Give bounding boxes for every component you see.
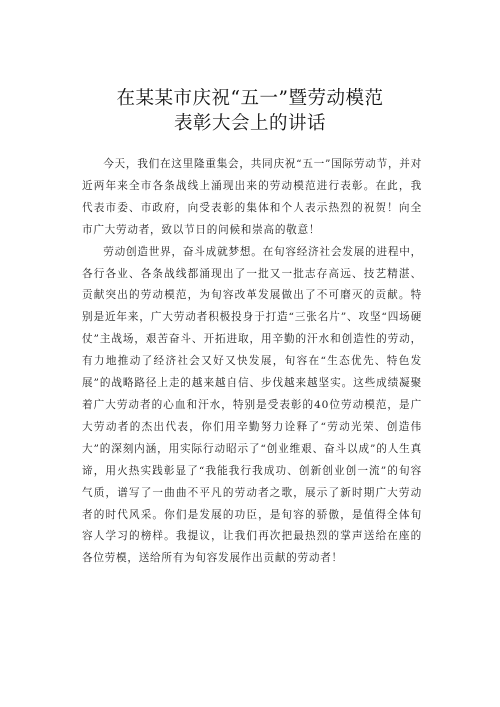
body-paragraph-2: 劳动创造世界，奋斗成就梦想。在旬容经济社会发展的进程中，各行各业、各条战线都涌现出了一批又一批志存高远、技艺精湛、贡献突出的劳动模范，为旬容改革发展做出了不可磨灭的贡献。特别是近年来，广大劳动者积极投身于打造“三张名片”、攻坚“四场硬仗”主战场，艰苦奋斗、开拓进取，用辛勤的汗水和创造性的劳动，有力地推动了经济社会又好又快发展，旬容在“生态优先、特色发展”的战略路径上走的越来越自信、步伐越来越坚实。这些成绩凝聚着广大劳动者的心血和汗水，特别是受表彰的40位劳动模范，是广大劳动者的杰出代表，你们用辛勤努力诠释了“劳动光荣、创造伟大”的深刻内涵，用实际行动昭示了“创业维艰、奋斗以成”的人生真谛，用火热实践彰显了“我能我行我成功、创新创业创一流”的旬容气质，谱写了一曲曲不平凡的劳动者之歌，展示了新时期广大劳动者的时代风采。你们是发展的功臣，是旬容的骄傲，是值得全体旬容人学习的榜样。我提议，让我们再次把最热烈的掌声送给在座的各位劳模，送给所有为旬容发展作出贡献的劳动者！ <box>82 245 422 565</box>
document-body <box>82 154 422 570</box>
body-paragraph-1: 今天，我们在这里隆重集会，共同庆祝“五一”国际劳动节，并对近两年来全市各条战线上涌现出来的劳动模范进行表彰。在此，我代表市委、市政府，向受表彰的集体和个人表示热烈的祝贺！向全市广大劳动者，致以节日的问候和崇高的敬意！ <box>82 158 422 236</box>
document-title-line-2: 表彰大会上的讲话 <box>173 113 326 134</box>
document-title-line-1: 在某某市庆祝“五一”暨劳动模范 <box>116 88 384 109</box>
